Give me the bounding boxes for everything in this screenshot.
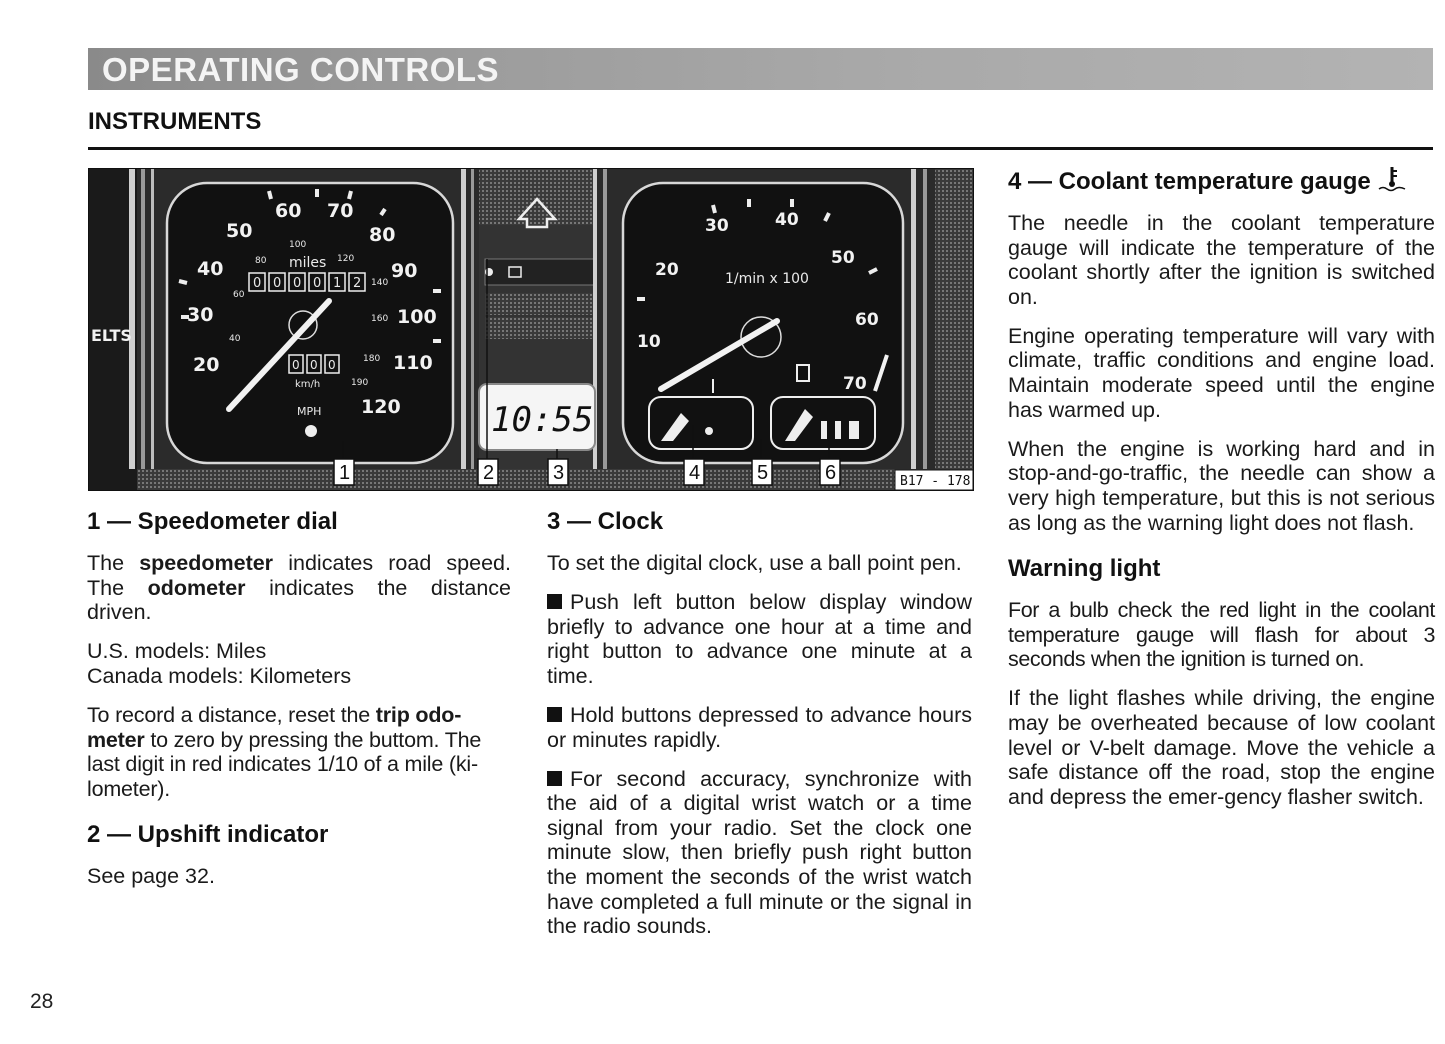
term-odometer: odometer [147,575,246,600]
tach-mark: 30 [705,216,729,236]
warning-light-heading: Warning light [1008,555,1161,583]
tach-mark: 70 [843,374,867,394]
figure-reference: B17 - 178 [900,474,971,489]
km-mark: 120 [337,254,355,264]
odometer-digit: 0 [293,276,302,291]
odometer-digit: 0 [253,276,262,291]
text: 4 — Coolant temperature gauge [1008,168,1371,195]
bullet-icon [547,594,562,609]
page-section-title: OPERATING CONTROLS [102,51,500,88]
bullet-icon [547,707,562,722]
warning-lamps [485,259,595,339]
kmh-label: km/h [295,379,321,390]
speed-mark: 70 [327,200,354,222]
km-mark: 80 [255,256,267,266]
text: The [87,551,140,575]
odometer-digit: 2 [353,276,362,291]
trip-digit: 0 [328,358,336,372]
coolant-paragraph-1: The needle in the coolant temperature gauge will indicate the temperature of the coolant shortly after the ignition is switched on. [1008,211,1435,309]
km-mark: 190 [351,378,369,388]
term-trip-odometer: trip odo-meter [87,702,462,752]
column-speedometer [87,508,511,903]
header-bar [88,48,1433,90]
instrument-panel-figure [88,168,974,491]
instrument-panel-drawing [89,169,974,491]
tach-mark: 10 [637,332,661,352]
speedometer-heading: 1 — Speedometer dial [87,508,338,535]
section-heading: INSTRUMENTS [88,108,262,135]
clock-bullet-3 [547,767,972,939]
odometer-digit: 0 [273,276,282,291]
text: indicates road speed. The [87,551,511,600]
speed-mark: 110 [393,352,433,374]
clock-heading: 3 — Clock [547,508,664,535]
km-mark: 40 [229,334,241,344]
speed-mark: 50 [226,220,253,242]
upshift-paragraph: See page 32. [87,864,215,889]
speed-mark: 90 [391,260,418,282]
speedometer-paragraph [87,551,511,625]
km-mark: 60 [233,290,245,300]
coolant-temperature-icon [1377,165,1407,193]
text: indicates the distance driven. [87,575,511,625]
coolant-heading [1008,165,1435,196]
speed-mark: 40 [197,258,224,280]
tach-mark: 40 [775,210,799,230]
km-mark: 180 [363,354,381,364]
mph-label: MPH [297,405,322,418]
odometer-digit: 1 [333,276,342,291]
trip-odometer [289,355,339,373]
text: Hold buttons depressed to advance hours or minutes rapidly. [547,702,972,752]
km-mark: 160 [371,314,389,324]
km-mark: 140 [371,278,389,288]
warning-light-paragraph-1: For a bulb check the red light in the coolant temperature gauge will flash for about 3 seconds when the ignition is turned on. [1008,598,1435,672]
tach-mark: 60 [855,310,879,330]
column-clock [547,508,972,953]
text: For second accuracy, synchronize with the aid of a digital wrist watch or a time signal from your radio. Set the clock one minute slow, then briefly push right button the moment the seconds of the wrist watch have completed a full minute or the signal in the radio sounds. [547,766,972,939]
callout-4: 4 [689,462,701,484]
upshift-heading: 2 — Upshift indicator [87,821,329,849]
callout-1: 1 [339,462,351,484]
column-coolant [1008,165,1435,824]
coolant-paragraph-2: Engine operating temperature will vary with climate, traffic conditions and engine load. Maintain moderate speed until the engine has warmed up. [1008,323,1435,422]
trip-digit: 0 [310,358,318,372]
tach-mark: 20 [655,260,679,280]
speed-mark: 120 [361,396,401,418]
page-number: 28 [30,990,54,1013]
models-paragraph [87,639,511,688]
text: To record a distance, reset the [87,702,376,727]
text: to zero by pressing the buttom. The last digit in red indicates 1/10 of a mile (ki-lometer). [87,727,482,801]
speed-mark: 20 [193,354,220,376]
side-label: ELTS [91,326,132,345]
bullet-icon [547,771,562,786]
term-speedometer: speedometer [139,551,274,575]
speed-mark: 60 [275,200,302,222]
clock-display: 10:55 [491,400,594,440]
km-mark: 100 [289,240,307,250]
divider [88,147,1433,150]
callout-5: 5 [757,462,769,484]
callout-2: 2 [483,462,495,484]
clock-paragraph: To set the digital clock, use a ball point pen. [547,551,962,575]
callout-6: 6 [825,462,837,484]
miles-label: miles [289,255,327,271]
clock-bullet-2 [547,703,972,752]
coolant-gauge [649,397,753,449]
odometer-digit: 0 [313,276,322,291]
speed-mark: 80 [369,224,396,246]
text: Push left button below display window briefly to advance one hour at a time and right button to advance one minute at a time. [547,590,972,688]
us-models: U.S. models: Miles [87,639,267,664]
canada-models: Canada models: Kilometers [87,663,352,688]
speed-mark: 100 [397,306,437,328]
trip-digit: 0 [292,358,300,372]
tach-mark: 50 [831,248,855,268]
clock-bullet-1 [547,590,972,688]
callout-3: 3 [553,462,565,484]
trip-reset-button [305,425,317,437]
tach-unit: 1/min x 100 [725,271,809,287]
speed-mark: 30 [187,304,214,326]
warning-light-paragraph-2: If the light flashes while driving, the engine may be overheated because of low coolant level or V-belt damage. Move the vehicle a safe distance off the road, stop the engine and depress the emer-gency flasher switch. [1008,686,1435,809]
trip-odometer-paragraph [87,703,511,801]
coolant-paragraph-3: When the engine is working hard and in stop-and-go-traffic, the needle can show a very high temperature, but this is not serious as long as the warning light does not flash. [1008,436,1435,535]
